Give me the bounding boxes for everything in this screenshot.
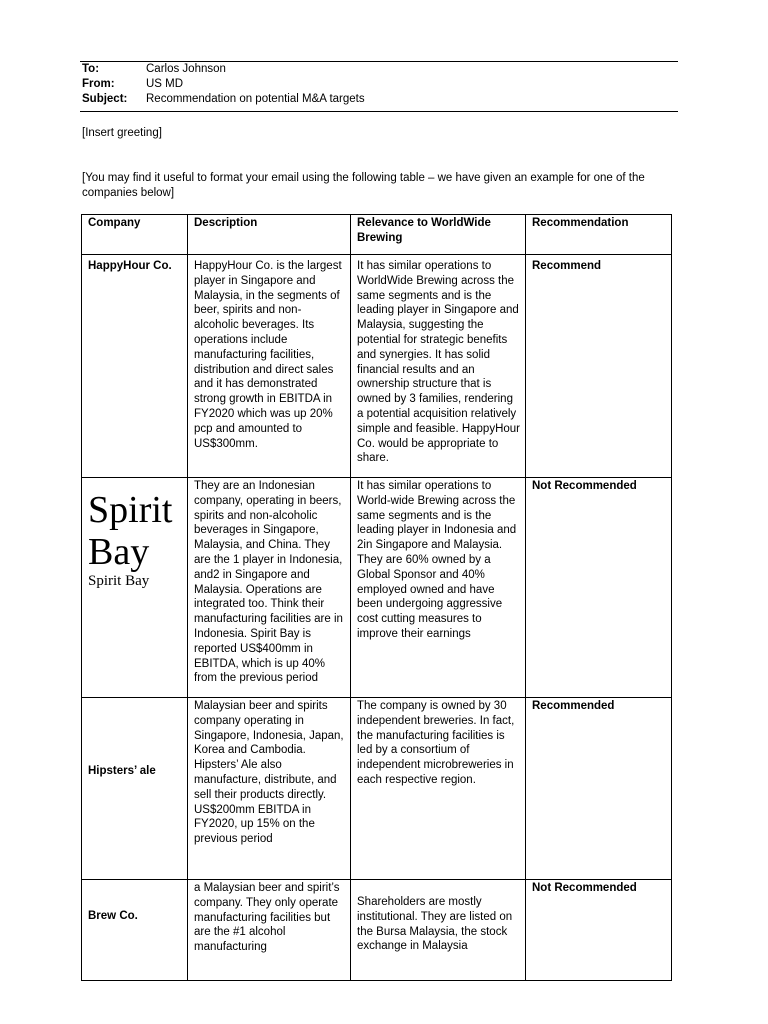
recommendation-cell: Recommended (526, 698, 672, 880)
description-cell: HappyHour Co. is the largest player in Singapore and Malaysia, in the segments of beer, spirits and non-alcoholic beverages. Its operations include manufacturing facilities, distribution and direct sales and it has demonstrated strong growth in EBITDA in FY2020 which was up 20% pcp and amounted to US$300mm. (188, 255, 351, 478)
subject-value: Recommendation on potential M&A targets (146, 93, 365, 105)
subject-row (80, 92, 678, 107)
table-row (82, 478, 672, 698)
description-cell: a Malaysian beer and spirit’s company. They only operate manufacturing facilities but are the #1 alcohol manufacturing (188, 880, 351, 981)
to-value: Carlos Johnson (146, 63, 226, 75)
relevance-cell: It has similar operations to World-wide Brewing across the same segments and is the leading player in Indonesia and 2in Singapore and Malaysia. They are 60% owned by a Global Sponsor and 40% employed owned and have been undergoing aggressive cost cutting measures to improve their earnings (351, 478, 526, 698)
header-relevance: Relevance to WorldWide Brewing (351, 215, 526, 255)
to-label: To: (82, 63, 100, 75)
recommendation-table (81, 214, 672, 981)
relevance-cell: Shareholders are mostly institutional. They are listed on the Bursa Malaysia, the stock exchange in Malaysia (351, 880, 526, 981)
company-cell: Brew Co. (82, 880, 188, 981)
table-row (82, 698, 672, 880)
subject-label: Subject: (82, 93, 128, 105)
table-row (82, 255, 672, 478)
company-logo-cell (82, 478, 188, 698)
description-cell: They are an Indonesian company, operating in beers, spirits and non-alcoholic beverages in Singapore, Malaysia, and China. They are the 1 player in Indonesia, and2 in Singapore and Malaysia. Operations are integrated too. Think their manufacturing facilities are in Indonesia. Spirit Bay is reported US$400mm in EBITDA, which is up 40% from the previous period (188, 478, 351, 698)
recommendation-cell: Not Recommended (526, 478, 672, 698)
greeting-placeholder: [Insert greeting] (82, 127, 162, 139)
header-company: Company (82, 215, 188, 255)
email-header (80, 61, 678, 112)
table-header-row (82, 215, 672, 255)
to-row (80, 62, 678, 77)
table-row (82, 880, 672, 981)
instruction-text: [You may find it useful to format your email using the following table – we have given an example for one of the companies below] (82, 172, 645, 199)
company-cell: Hipsters’ ale (82, 698, 188, 880)
spirit-bay-logo-small: Spirit Bay (88, 573, 150, 589)
relevance-cell: It has similar operations to WorldWide Brewing across the same segments and is the leading player in Singapore and Malaysia, suggesting the potential for strategic benefits and synergies. It has solid financial results and an ownership structure that is owned by 3 families, rendering a potential acquisition relatively simple and feasible. HappyHour Co. would be appropriate to share. (351, 255, 526, 478)
from-label: From: (82, 78, 115, 90)
from-row (80, 77, 678, 92)
from-value: US MD (146, 78, 184, 90)
header-recommendation: Recommendation (526, 215, 672, 255)
spirit-bay-logo-large: Spirit Bay (88, 489, 173, 573)
company-cell: HappyHour Co. (82, 255, 188, 478)
recommendation-cell: Not Recommended (526, 880, 672, 981)
recommendation-cell: Recommend (526, 255, 672, 478)
header-description: Description (188, 215, 351, 255)
description-cell: Malaysian beer and spirits company operating in Singapore, Indonesia, Japan, Korea and Cambodia. Hipsters’ Ale also manufacture, distribute, and sell their products directly. US$200mm EBITDA in FY2020, up 15% on the previous period (188, 698, 351, 880)
relevance-cell: The company is owned by 30 independent breweries. In fact, the manufacturing facilities is led by a consortium of independent microbreweries in each respective region. (351, 698, 526, 880)
